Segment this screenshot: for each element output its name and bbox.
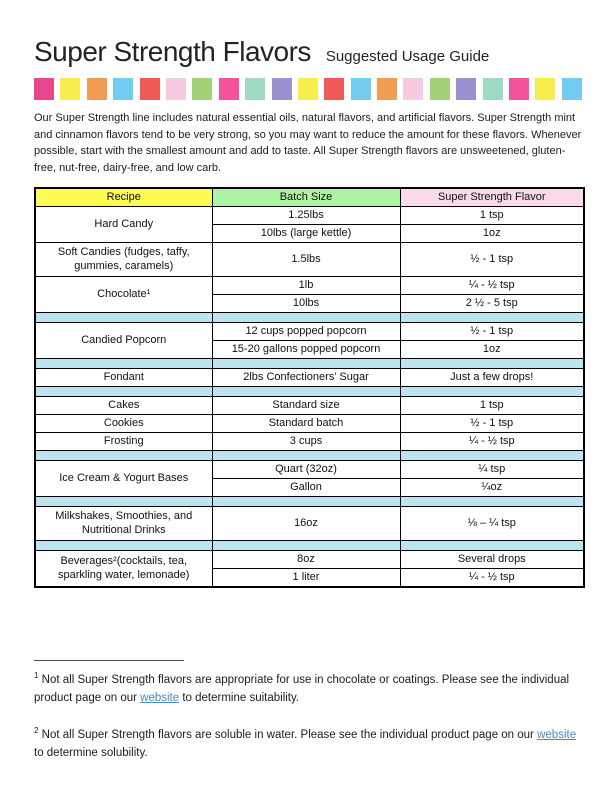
table-spacer-row [35, 497, 584, 507]
spacer-cell [212, 541, 400, 551]
footnote-1-marker: 1 [34, 671, 39, 680]
spacer-cell [35, 451, 212, 461]
table-row [35, 207, 584, 225]
table-row [35, 323, 584, 341]
header-batch-size: Batch Size [212, 188, 400, 207]
batch-cell: 2lbs Confectioners’ Sugar [212, 369, 400, 387]
color-square [324, 78, 344, 100]
batch-cell: 3 cups [212, 433, 400, 451]
title-main: Super Strength Flavors [34, 36, 311, 67]
color-square [245, 78, 265, 100]
spacer-cell [35, 497, 212, 507]
page-title [34, 32, 582, 69]
spacer-cell [400, 497, 584, 507]
table-spacer-row [35, 359, 584, 369]
color-square [219, 78, 239, 100]
spacer-cell [35, 387, 212, 397]
spacer-cell [400, 313, 584, 323]
recipe-cell: Hard Candy [35, 207, 212, 243]
batch-cell: 1.5lbs [212, 243, 400, 277]
spacer-cell [212, 451, 400, 461]
table-row [35, 369, 584, 387]
flavor-cell: ¼ - ½ tsp [400, 569, 584, 588]
color-square [272, 78, 292, 100]
spacer-cell [400, 359, 584, 369]
batch-cell: Standard batch [212, 415, 400, 433]
table-spacer-row [35, 313, 584, 323]
footnote-1 [34, 670, 582, 707]
color-square [430, 78, 450, 100]
flavor-cell: 1oz [400, 225, 584, 243]
color-square [377, 78, 397, 100]
flavor-cell: 2 ½ - 5 tsp [400, 295, 584, 313]
table-row [35, 551, 584, 569]
color-square [562, 78, 582, 100]
table-row [35, 397, 584, 415]
spacer-cell [212, 387, 400, 397]
table-spacer-row [35, 387, 584, 397]
color-squares [34, 78, 582, 100]
color-square [87, 78, 107, 100]
color-square [351, 78, 371, 100]
website-link-1[interactable]: website [140, 691, 180, 704]
color-square [298, 78, 318, 100]
spacer-cell [35, 359, 212, 369]
flavor-cell: 1 tsp [400, 207, 584, 225]
recipe-cell: Frosting [35, 433, 212, 451]
color-square [113, 78, 133, 100]
color-square [403, 78, 423, 100]
color-square [509, 78, 529, 100]
footnote-2-text: Not all Super Strength flavors are soluble in water. Please see the individual product page on our [38, 729, 538, 742]
recipe-cell: Milkshakes, Smoothies, and Nutritional Drinks [35, 507, 212, 541]
recipe-cell: Cookies [35, 415, 212, 433]
spacer-cell [212, 359, 400, 369]
flavor-cell: ¼ tsp [400, 461, 584, 479]
flavor-cell: ½ - 1 tsp [400, 415, 584, 433]
spacer-cell [400, 541, 584, 551]
batch-cell: 16oz [212, 507, 400, 541]
flavor-cell: Just a few drops! [400, 369, 584, 387]
color-square [483, 78, 503, 100]
spacer-cell [400, 387, 584, 397]
footnote-2 [34, 725, 582, 762]
flavor-cell: ½ - 1 tsp [400, 323, 584, 341]
spacer-cell [212, 313, 400, 323]
flavor-cell: Several drops [400, 551, 584, 569]
table-spacer-row [35, 451, 584, 461]
table-header-row [35, 188, 584, 207]
flavor-cell: ¼ - ½ tsp [400, 277, 584, 295]
table-row [35, 277, 584, 295]
header-recipe: Recipe [35, 188, 212, 207]
spacer-cell [35, 541, 212, 551]
color-square [192, 78, 212, 100]
recipe-cell: Chocolate¹ [35, 277, 212, 313]
flavor-cell: 1oz [400, 341, 584, 359]
footnote-separator [34, 660, 184, 661]
footnote-1-text-end: to determine suitability. [179, 691, 300, 704]
header-flavor: Super Strength Flavor [400, 188, 584, 207]
table-row [35, 243, 584, 277]
usage-table [34, 187, 585, 588]
batch-cell: 12 cups popped popcorn [212, 323, 400, 341]
flavor-cell: ¼oz [400, 479, 584, 497]
recipe-cell: Beverages²(cocktails, tea, sparkling water, lemonade) [35, 551, 212, 588]
color-square [140, 78, 160, 100]
recipe-cell: Cakes [35, 397, 212, 415]
footnote-2-marker: 2 [34, 726, 39, 736]
batch-cell: Quart (32oz) [212, 461, 400, 479]
color-square [60, 78, 80, 100]
batch-cell: 10lbs [212, 295, 400, 313]
footnote-2-text-end: to determine solubility. [34, 747, 148, 760]
flavor-cell: 1 tsp [400, 397, 584, 415]
batch-cell: 1.25lbs [212, 207, 400, 225]
batch-cell: 1lb [212, 277, 400, 295]
table-row [35, 461, 584, 479]
table-row [35, 433, 584, 451]
batch-cell: 1 liter [212, 569, 400, 588]
spacer-cell [212, 497, 400, 507]
flavor-cell: ⅛ – ¼ tsp [400, 507, 584, 541]
batch-cell: 8oz [212, 551, 400, 569]
table-spacer-row [35, 541, 584, 551]
intro-paragraph: Our Super Strength line includes natural essential oils, natural flavors, and artificial flavors. Super Strength mint and cinnamon flavors tend to be very strong, so you may want to reduce the amount for these flavors. Whenever possible, start with the smallest amount and add to taste. All Super Strength flavors are unsweetened, gluten-free, nut-free, dairy-free, and low carb. [34, 112, 582, 174]
flavor-cell: ½ - 1 tsp [400, 243, 584, 277]
color-square [456, 78, 476, 100]
batch-cell: Standard size [212, 397, 400, 415]
color-square [166, 78, 186, 100]
batch-cell: 10lbs (large kettle) [212, 225, 400, 243]
table-row [35, 415, 584, 433]
title-subtitle: Suggested Usage Guide [325, 48, 490, 65]
color-square [535, 78, 555, 100]
spacer-cell [35, 313, 212, 323]
recipe-cell: Candied Popcorn [35, 323, 212, 359]
flavor-cell: ¼ - ½ tsp [400, 433, 584, 451]
spacer-cell [400, 451, 584, 461]
color-square [34, 78, 54, 100]
website-link-2[interactable]: website [537, 729, 577, 742]
footnote-1-text: Not all Super Strength flavors are appropriate for use in chocolate or coatings. Please see the individual product page on our [34, 673, 570, 704]
recipe-cell: Soft Candies (fudges, taffy, gummies, caramels) [35, 243, 212, 277]
table-row [35, 507, 584, 541]
recipe-cell: Fondant [35, 369, 212, 387]
batch-cell: Gallon [212, 479, 400, 497]
batch-cell: 15-20 gallons popped popcorn [212, 341, 400, 359]
footnotes-section [34, 660, 582, 763]
recipe-cell: Ice Cream & Yogurt Bases [35, 461, 212, 497]
